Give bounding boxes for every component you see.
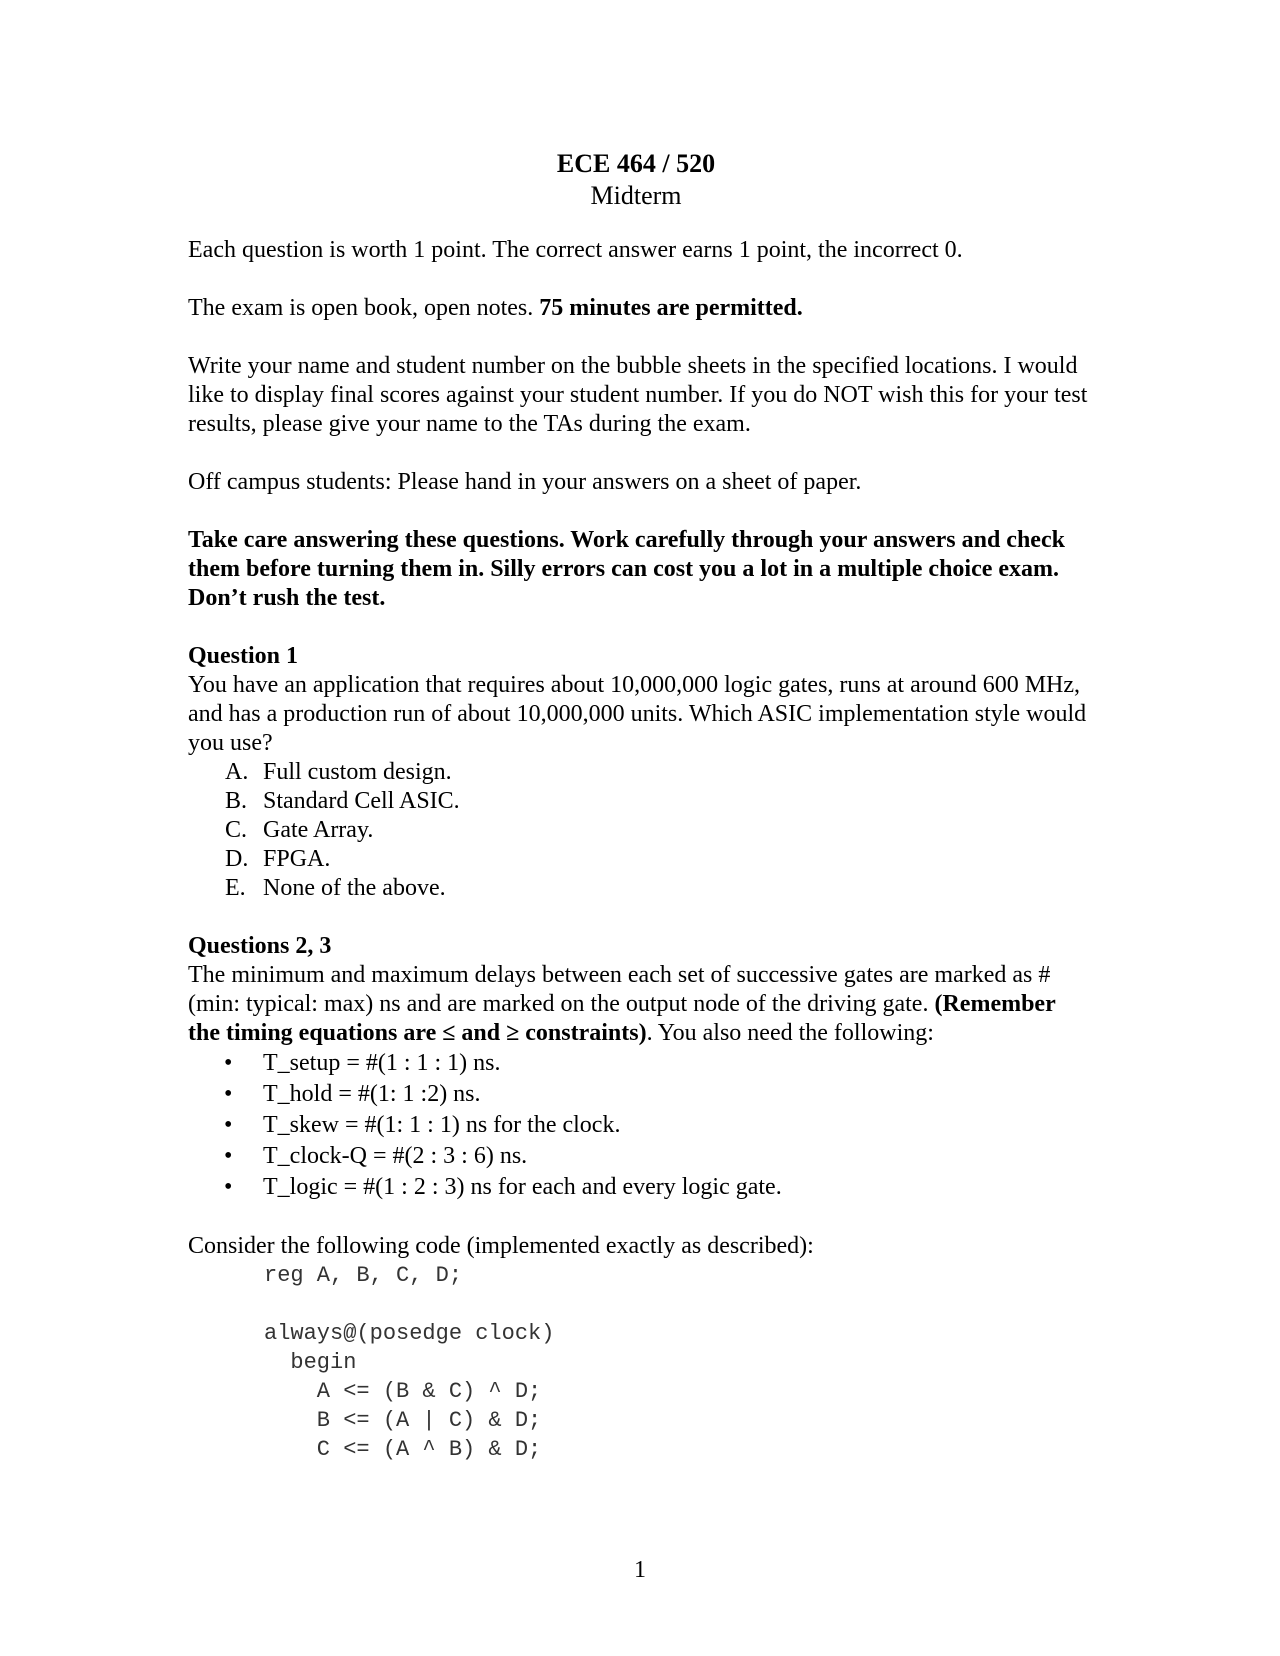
bullet-icon: • [224,1174,233,1200]
question-1-text: You have an application that requires about 10,000,000 logic gates, runs at around 600 MHz, and has a production run of about 10,000,000 units. Which ASIC implementation style would you use? [188,672,1087,756]
question-1-heading: Question 1 [188,643,299,669]
bubble-sheet-instruction: Write your name and student number on the bubble sheets in the specified locations. I would like to display final scores against your student number. If you do NOT wish this for your test results, please give your name to the TAs during the exam. [188,353,1088,437]
page-number: 1 [634,1557,646,1583]
param-text: T_logic = #(1 : 2 : 3) ns for each and every logic gate. [263,1174,782,1200]
verilog-code-block: reg A, B, C, D; always@(posedge clock) begin A <= (B & C) ^ D; B <= (A | C) & D; C <= (A ^ B) & D; [264,1263,555,1462]
points-instruction: Each question is worth 1 point. The correct answer earns 1 point, the incorrect 0. [188,237,963,263]
questions-2-3-intro [188,961,1088,1048]
choice-letter: D. [225,846,249,872]
choice-e [188,874,1088,903]
questions-2-3 [188,932,1088,1464]
bullet-icon: • [224,1112,233,1138]
following-text: . You also need the following: [646,1020,934,1046]
open-book-text: The exam is open book, open notes. [188,295,540,321]
choice-letter: B. [225,788,248,814]
param-hold [188,1079,1088,1110]
bullet-icon: • [224,1081,233,1107]
questions-2-3-heading: Questions 2, 3 [188,933,332,959]
param-text: T_hold = #(1: 1 :2) ns. [263,1081,481,1107]
choice-letter: C. [225,817,248,843]
code-intro: Consider the following code (implemented exactly as described): [188,1233,814,1259]
choice-text: Full custom design. [263,759,452,785]
choice-letter: E. [225,875,246,901]
delay-description: The minimum and maximum delays between each set of successive gates are marked as #(min: typical: max) ns and are marked on the output node of the driving gate. [188,962,1051,1017]
bullet-icon: • [224,1050,233,1076]
exam-subtitle: Midterm [590,181,682,210]
off-campus-instruction: Off campus students: Please hand in your answers on a sheet of paper. [188,469,862,495]
time-limit-text: 75 minutes are permitted. [539,295,803,321]
choice-c [188,816,1088,845]
choice-text: Standard Cell ASIC. [263,788,460,814]
param-text: T_setup = #(1 : 1 : 1) ns. [263,1050,501,1076]
param-text: T_skew = #(1: 1 : 1) ns for the clock. [263,1112,621,1138]
choice-text: None of the above. [263,875,446,901]
param-logic [188,1172,1088,1203]
timing-parameters [188,1048,1088,1203]
exam-title: ECE 464 / 520 [556,149,716,178]
exam-page [188,148,1088,1464]
choice-letter: A. [225,759,249,785]
param-clock-q [188,1141,1088,1172]
bullet-icon: • [224,1143,233,1169]
question-1 [188,642,1088,903]
choice-d [188,845,1088,874]
timing-reminder: (Remember the timing equations are ≤ and ≥ constraints) [188,991,1056,1046]
param-text: T_clock-Q = #(2 : 3 : 6) ns. [263,1143,528,1169]
care-warning: Take care answering these questions. Work carefully through your answers and check them before turning them in. Silly errors can cost you a lot in a multiple choice exam. Don’t rush the test. [188,527,1065,611]
question-1-choices [188,758,1088,903]
param-setup [188,1048,1088,1079]
choice-a [188,758,1088,787]
choice-b [188,787,1088,816]
choice-text: FPGA. [263,846,331,872]
choice-text: Gate Array. [263,817,374,843]
param-skew [188,1110,1088,1141]
open-book-instruction [188,294,1088,323]
